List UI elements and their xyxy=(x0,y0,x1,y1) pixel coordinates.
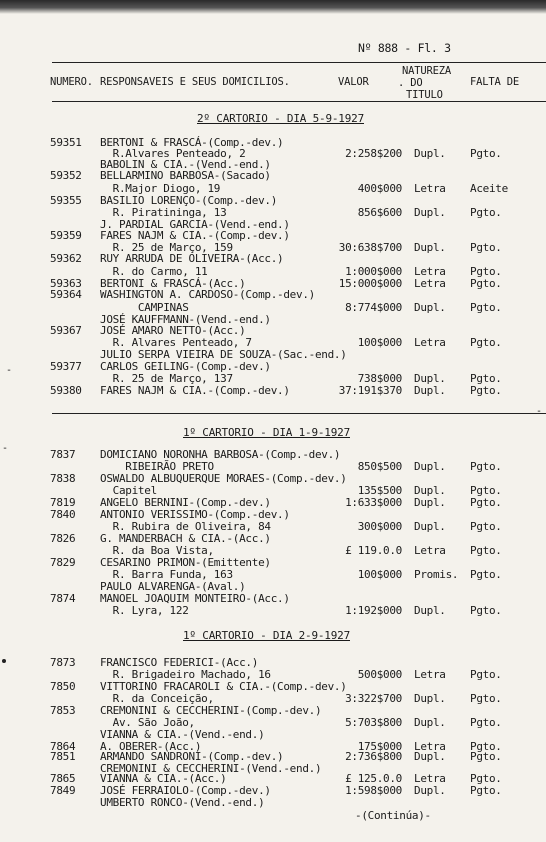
entry-text: BELLARMINO BARBOSA-(Sacado) xyxy=(100,169,271,182)
entry-text: PAULO ALVARENGA-(Aval.) xyxy=(100,580,246,593)
entry-number: 7838 xyxy=(50,472,76,485)
entry-falta: Pgto. xyxy=(470,568,502,581)
entry-text: JOSÉ AMARO NETTO-(Acc.) xyxy=(100,324,246,337)
margin-dot xyxy=(2,659,6,663)
entry-falta: Pgto. xyxy=(470,740,502,753)
entry-valor: £ 119.0.0 xyxy=(345,544,402,557)
entry-natureza: Dupl. xyxy=(414,520,446,533)
entry-natureza: Dupl. xyxy=(414,147,446,160)
entry-text: R. 25 de Março, 137 xyxy=(100,372,233,385)
entry-falta: Pgto. xyxy=(470,384,502,397)
entry-text: R. do Carmo, 11 xyxy=(100,265,208,278)
column-header-responsaveis: RESPONSAVEIS E SEUS DOMICILIOS. xyxy=(100,76,290,88)
entry-text: JOSÉ KAUFFMANN-(Vend.-end.) xyxy=(100,313,271,326)
entry-text: R.Alvares Penteado, 2 xyxy=(100,147,246,160)
entry-number: 7864 xyxy=(50,740,76,753)
entry-natureza: Dupl. xyxy=(414,604,446,617)
entry-valor: 738$000 xyxy=(357,372,402,385)
entry-natureza: Promis. xyxy=(414,568,459,581)
entry-falta: Aceite xyxy=(470,182,508,195)
continued-note: -(Continúa)- xyxy=(355,809,431,822)
entry-number: 59362 xyxy=(50,252,82,265)
entry-valor: 850$500 xyxy=(357,460,402,473)
entry-falta: Pgto. xyxy=(470,668,502,681)
entry-natureza: Letra xyxy=(414,740,446,753)
entry-natureza: Dupl. xyxy=(414,384,446,397)
entry-number: 59380 xyxy=(50,384,82,397)
margin-mark: - xyxy=(2,443,9,454)
entry-valor: £ 125.0.0 xyxy=(345,772,402,785)
entry-falta: Pgto. xyxy=(470,277,502,290)
entry-text: UMBERTO RONCO-(Vend.-end.) xyxy=(100,796,265,809)
column-header-natureza-3: TITULO xyxy=(406,89,443,101)
entry-number: 7865 xyxy=(50,772,76,785)
entry-text: FARES NAJM & CIA.-(Comp.-dev.) xyxy=(100,384,290,397)
entry-text: WASHINGTON A. CARDOSO-(Comp.-dev.) xyxy=(100,288,315,301)
column-header-falta: FALTA DE xyxy=(470,76,519,88)
entry-number: 59351 xyxy=(50,136,82,149)
entry-text: R. da Boa Vista, xyxy=(100,544,214,557)
entry-natureza: Dupl. xyxy=(414,372,446,385)
entry-natureza: Letra xyxy=(414,277,446,290)
entry-natureza: Dupl. xyxy=(414,716,446,729)
entry-text: VIANNA & CIA.-(Vend.-end.) xyxy=(100,728,265,741)
entry-valor: 856$600 xyxy=(357,206,402,219)
header-top-rule xyxy=(52,62,546,63)
entry-text: DOMICIANO NORONHA BARBOSA-(Comp.-dev.) xyxy=(100,448,341,461)
entry-natureza: Dupl. xyxy=(414,301,446,314)
entry-valor: 5:703$800 xyxy=(345,716,402,729)
entry-natureza: Letra xyxy=(414,668,446,681)
entry-valor: 2:258$200 xyxy=(345,147,402,160)
entry-text: J. PARDIAL GARCIA-(Vend.-end.) xyxy=(100,218,290,231)
entry-text: CREMONINI & CECCHERINI-(Comp.-dev.) xyxy=(100,704,322,717)
entry-text: BERTONI & FRASCÁ-(Comp.-dev.) xyxy=(100,136,284,149)
entry-number: 7819 xyxy=(50,496,76,509)
entry-text: RUY ARRUDA DE OLIVEIRA-(Acc.) xyxy=(100,252,284,265)
entry-valor: 100$000 xyxy=(357,336,402,349)
entry-falta: Pgto. xyxy=(470,692,502,705)
section-title: 2º CARTORIO - DIA 5-9-1927 xyxy=(197,112,364,125)
entry-natureza: Letra xyxy=(414,544,446,557)
entry-falta: Pgto. xyxy=(470,265,502,278)
entry-number: 7837 xyxy=(50,448,76,461)
entry-text: R. Rubira de Oliveira, 84 xyxy=(100,520,271,533)
entry-text: JOSÉ FERRAIOLO-(Comp.-dev.) xyxy=(100,784,271,797)
entry-text: VIANNA & CIA.-(Acc.) xyxy=(100,772,227,785)
entry-text: JULIO SERPA VIEIRA DE SOUZA-(Sac.-end.) xyxy=(100,348,347,361)
entry-text: Av. São João, xyxy=(100,716,195,729)
entry-valor: 3:322$700 xyxy=(345,692,402,705)
entry-number: 59359 xyxy=(50,229,82,242)
column-header-valor: VALOR xyxy=(338,76,369,88)
entry-text: Capitel xyxy=(100,484,157,497)
entry-number: 7853 xyxy=(50,704,76,717)
entry-text: R. Alvares Penteado, 7 xyxy=(100,336,252,349)
page-reference: Nº 888 - Fl. 3 xyxy=(358,41,451,55)
entry-valor: 135$500 xyxy=(357,484,402,497)
entry-falta: Pgto. xyxy=(470,372,502,385)
entry-text: FARES NAJM & CIA.-(Comp.-dev.) xyxy=(100,229,290,242)
margin-mark: - xyxy=(536,406,543,417)
entry-falta: Pgto. xyxy=(470,544,502,557)
entry-number: 7850 xyxy=(50,680,76,693)
entry-text: MANOEL JOAQUIM MONTEIRO-(Acc.) xyxy=(100,592,290,605)
entry-valor: 1:000$000 xyxy=(345,265,402,278)
entry-valor: 37:191$370 xyxy=(338,384,402,397)
entry-text: RIBEIRÃO PRETO xyxy=(100,460,214,473)
entry-valor: 175$000 xyxy=(357,740,402,753)
entry-text: CARLOS GEILING-(Comp.-dev.) xyxy=(100,360,271,373)
entry-natureza: Letra xyxy=(414,265,446,278)
section-title: 1º CARTORIO - DIA 1-9-1927 xyxy=(183,426,350,439)
entry-falta: Pgto. xyxy=(470,484,502,497)
entry-falta: Pgto. xyxy=(470,772,502,785)
entry-falta: Pgto. xyxy=(470,336,502,349)
entry-number: 7873 xyxy=(50,656,76,669)
section-title: 1º CARTORIO - DIA 2-9-1927 xyxy=(183,629,350,642)
scan-top-edge xyxy=(0,0,546,14)
entry-valor: 2:736$800 xyxy=(345,750,402,763)
entry-falta: Pgto. xyxy=(470,147,502,160)
entry-text: R. Lyra, 122 xyxy=(100,604,189,617)
entry-text: OSWALDO ALBUQUERQUE MORAES-(Comp.-dev.) xyxy=(100,472,347,485)
entry-text: VITTORINO FRACAROLI & CIA.-(Comp.-dev.) xyxy=(100,680,347,693)
entry-text: R. Barra Funda, 163 xyxy=(100,568,233,581)
section-divider xyxy=(52,413,546,414)
entry-valor: 1:192$000 xyxy=(345,604,402,617)
entry-natureza: Dupl. xyxy=(414,784,446,797)
entry-number: 59377 xyxy=(50,360,82,373)
entry-text: ANTONIO VERISSIMO-(Comp.-dev.) xyxy=(100,508,290,521)
entry-text: CAMPINAS xyxy=(100,301,189,314)
entry-number: 7829 xyxy=(50,556,76,569)
entry-falta: Pgto. xyxy=(470,206,502,219)
entry-falta: Pgto. xyxy=(470,301,502,314)
margin-mark: - xyxy=(6,365,13,376)
entry-valor: 100$000 xyxy=(357,568,402,581)
entry-falta: Pgto. xyxy=(470,241,502,254)
entry-text: R. Piratininga, 13 xyxy=(100,206,227,219)
entry-text: BASILIO LORENÇO-(Comp.-dev.) xyxy=(100,194,278,207)
entry-natureza: Dupl. xyxy=(414,206,446,219)
entry-number: 59363 xyxy=(50,277,82,290)
entry-text: R. 25 de Março, 159 xyxy=(100,241,233,254)
entry-natureza: Letra xyxy=(414,336,446,349)
entry-natureza: Dupl. xyxy=(414,750,446,763)
entry-text: R. Brigadeiro Machado, 16 xyxy=(100,668,271,681)
entry-falta: Pgto. xyxy=(470,520,502,533)
entry-valor: 400$000 xyxy=(357,182,402,195)
entry-number: 59352 xyxy=(50,169,82,182)
entry-natureza: Letra xyxy=(414,772,446,785)
entry-text: CREMONINI & CECCHERINI-(Vend.-end.) xyxy=(100,762,322,775)
entry-natureza: Dupl. xyxy=(414,241,446,254)
entry-natureza: Dupl. xyxy=(414,692,446,705)
entry-natureza: Dupl. xyxy=(414,484,446,497)
entry-natureza: Dupl. xyxy=(414,496,446,509)
entry-falta: Pgto. xyxy=(470,716,502,729)
entry-text: ARMANDO SANDRONI-(Comp.-dev.) xyxy=(100,750,284,763)
entry-number: 7840 xyxy=(50,508,76,521)
entry-valor: 15:000$000 xyxy=(338,277,402,290)
entry-valor: 1:598$000 xyxy=(345,784,402,797)
entry-text: BABOLIN & CIA.-(Vend.-end.) xyxy=(100,158,271,171)
entry-text: A. OBERER-(Acc.) xyxy=(100,740,202,753)
entry-number: 7849 xyxy=(50,784,76,797)
column-header-numero: NUMERO. xyxy=(50,76,93,88)
entry-number: 7826 xyxy=(50,532,76,545)
entry-text: BERTONI & FRASCÁ-(Acc.) xyxy=(100,277,246,290)
entry-text: G. MANDERBACH & CIA.-(Acc.) xyxy=(100,532,271,545)
entry-number: 7874 xyxy=(50,592,76,605)
entry-valor: 300$000 xyxy=(357,520,402,533)
column-header-natureza-2: . DO xyxy=(398,77,423,89)
entry-text: ANGELO BERNINI-(Comp.-dev.) xyxy=(100,496,271,509)
entry-number: 59367 xyxy=(50,324,82,337)
entry-falta: Pgto. xyxy=(470,750,502,763)
entry-falta: Pgto. xyxy=(470,460,502,473)
entry-number: 7851 xyxy=(50,750,76,763)
column-header-natureza-1: NATUREZA xyxy=(402,65,451,77)
entry-number: 59364 xyxy=(50,288,82,301)
entry-text: R. da Conceição, xyxy=(100,692,214,705)
entry-natureza: Letra xyxy=(414,182,446,195)
entry-falta: Pgto. xyxy=(470,784,502,797)
entry-text: R.Major Diogo, 19 xyxy=(100,182,221,195)
entry-falta: Pgto. xyxy=(470,496,502,509)
entry-falta: Pgto. xyxy=(470,604,502,617)
entry-natureza: Dupl. xyxy=(414,460,446,473)
entry-text: FRANCISCO FEDERICI-(Acc.) xyxy=(100,656,259,669)
entry-valor: 8:774$000 xyxy=(345,301,402,314)
entry-valor: 500$000 xyxy=(357,668,402,681)
entry-text: CESARINO PRIMON-(Emittente) xyxy=(100,556,271,569)
entry-number: 59355 xyxy=(50,194,82,207)
header-bottom-rule xyxy=(52,101,546,102)
entry-valor: 30:638$700 xyxy=(338,241,402,254)
entry-valor: 1:633$000 xyxy=(345,496,402,509)
